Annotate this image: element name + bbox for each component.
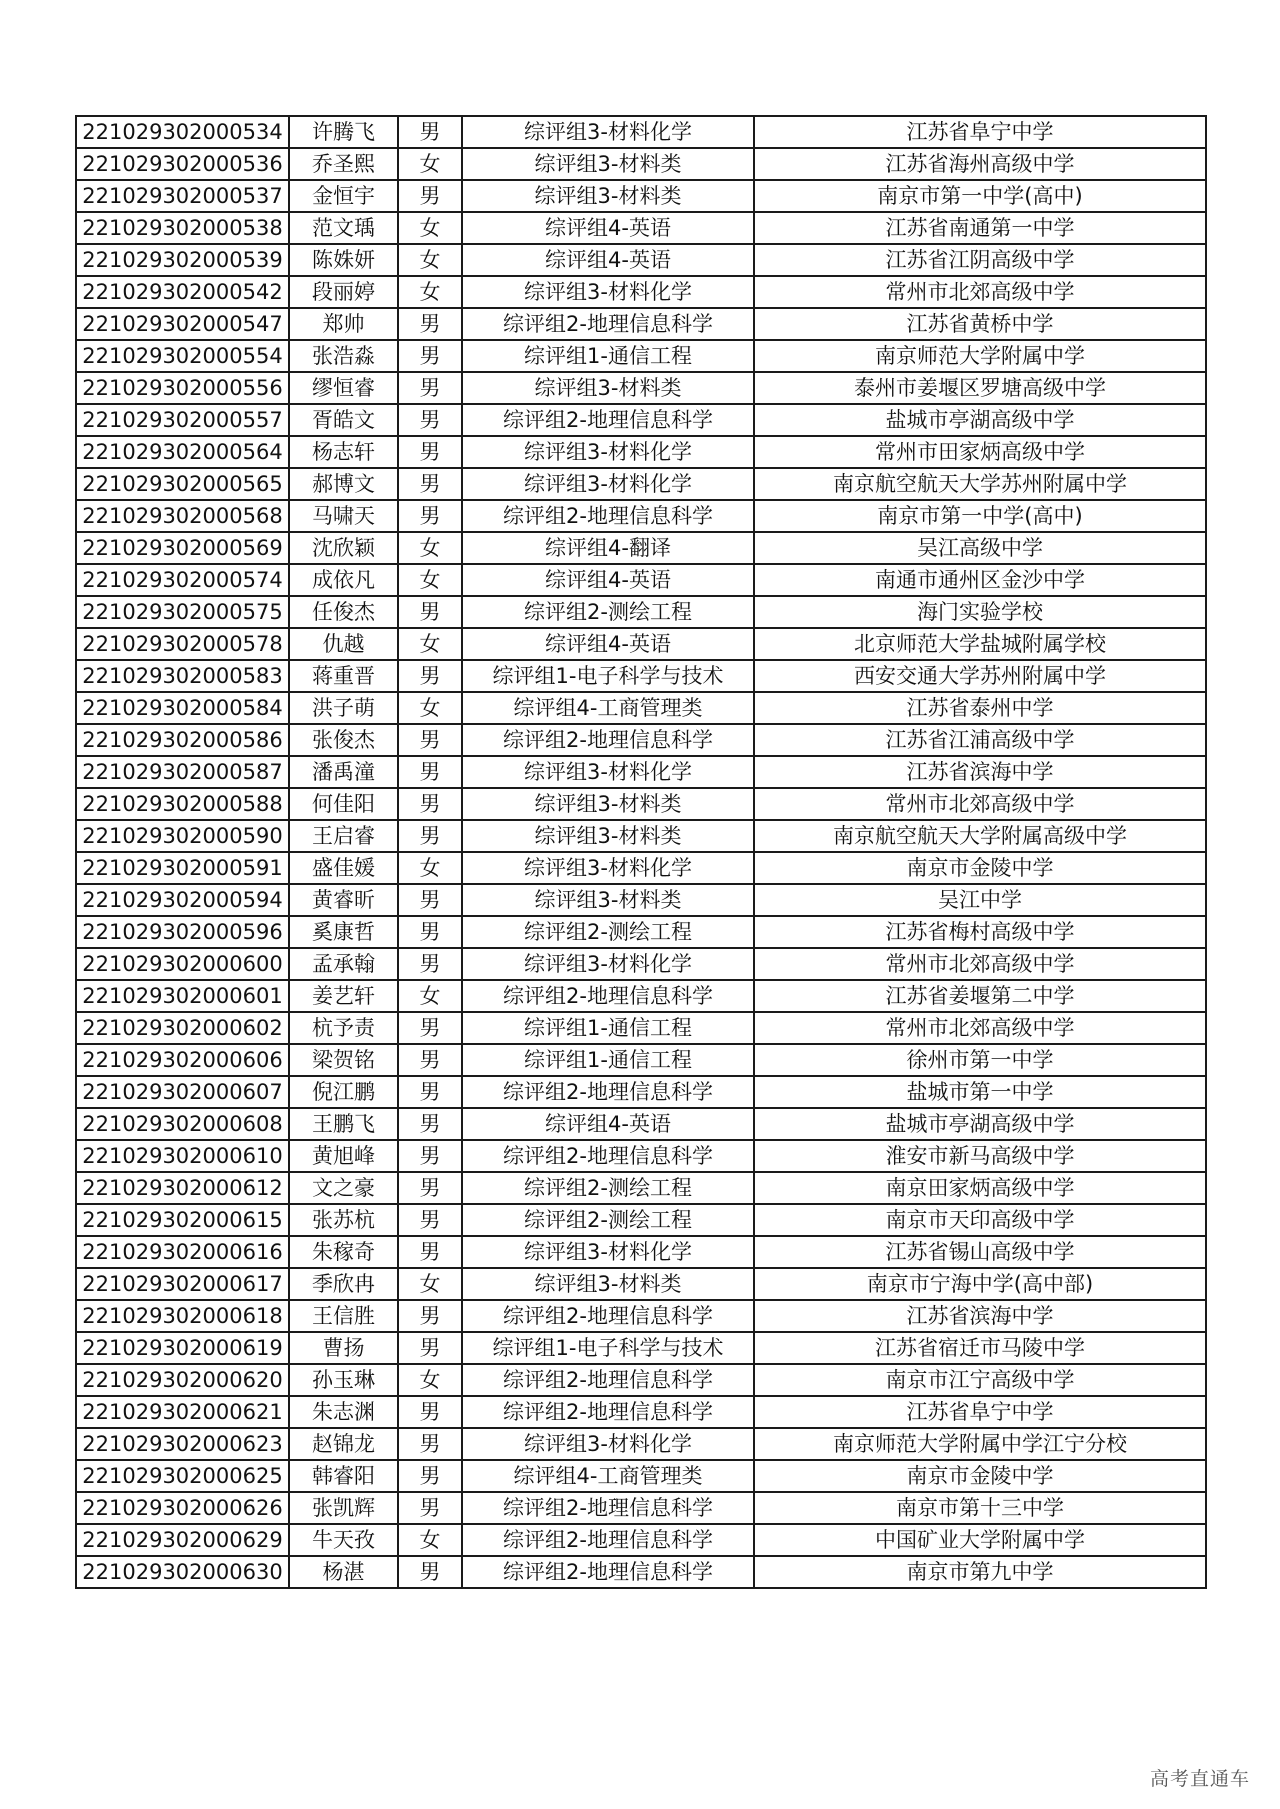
- table-row: [76, 564, 1206, 596]
- gender-cell: 男: [398, 1172, 462, 1204]
- table-row: [76, 1076, 1206, 1108]
- table-row: [76, 756, 1206, 788]
- table-row: [76, 916, 1206, 948]
- major-group-cell: 综评组2-地理信息科学: [462, 404, 754, 436]
- table-row: [76, 660, 1206, 692]
- student-name-cell: 洪子萌: [289, 692, 398, 724]
- candidate-id-cell: 221029302000591: [76, 852, 289, 884]
- gender-cell: 男: [398, 948, 462, 980]
- major-group-cell: 综评组3-材料化学: [462, 116, 754, 148]
- school-cell: 常州市北郊高级中学: [754, 276, 1206, 308]
- student-name-cell: 王鹏飞: [289, 1108, 398, 1140]
- school-cell: 南京航空航天大学附属高级中学: [754, 820, 1206, 852]
- table-row: [76, 884, 1206, 916]
- student-name-cell: 盛佳媛: [289, 852, 398, 884]
- candidate-id-cell: 221029302000625: [76, 1460, 289, 1492]
- student-name-cell: 何佳阳: [289, 788, 398, 820]
- major-group-cell: 综评组3-材料类: [462, 1268, 754, 1300]
- student-name-cell: 梁贺铭: [289, 1044, 398, 1076]
- school-cell: 南京市宁海中学(高中部): [754, 1268, 1206, 1300]
- student-name-cell: 王启睿: [289, 820, 398, 852]
- candidate-id-cell: 221029302000596: [76, 916, 289, 948]
- school-cell: 江苏省滨海中学: [754, 756, 1206, 788]
- school-cell: 江苏省南通第一中学: [754, 212, 1206, 244]
- candidate-id-cell: 221029302000626: [76, 1492, 289, 1524]
- school-cell: 常州市北郊高级中学: [754, 1012, 1206, 1044]
- student-name-cell: 陈姝妍: [289, 244, 398, 276]
- candidate-id-cell: 221029302000616: [76, 1236, 289, 1268]
- candidate-id-cell: 221029302000569: [76, 532, 289, 564]
- student-name-cell: 张俊杰: [289, 724, 398, 756]
- candidate-id-cell: 221029302000556: [76, 372, 289, 404]
- candidate-id-cell: 221029302000630: [76, 1556, 289, 1588]
- school-cell: 盐城市亭湖高级中学: [754, 1108, 1206, 1140]
- table-row: [76, 1460, 1206, 1492]
- major-group-cell: 综评组3-材料化学: [462, 1236, 754, 1268]
- gender-cell: 男: [398, 1556, 462, 1588]
- candidate-id-cell: 221029302000601: [76, 980, 289, 1012]
- student-name-cell: 赵锦龙: [289, 1428, 398, 1460]
- student-name-cell: 张苏杭: [289, 1204, 398, 1236]
- candidate-id-cell: 221029302000619: [76, 1332, 289, 1364]
- student-name-cell: 张凯辉: [289, 1492, 398, 1524]
- table-row: [76, 948, 1206, 980]
- gender-cell: 男: [398, 1140, 462, 1172]
- school-cell: 南京师范大学附属中学江宁分校: [754, 1428, 1206, 1460]
- gender-cell: 男: [398, 1460, 462, 1492]
- candidate-id-cell: 221029302000538: [76, 212, 289, 244]
- candidate-id-cell: 221029302000615: [76, 1204, 289, 1236]
- candidate-id-cell: 221029302000623: [76, 1428, 289, 1460]
- candidate-id-cell: 221029302000542: [76, 276, 289, 308]
- candidate-id-cell: 221029302000610: [76, 1140, 289, 1172]
- candidate-id-cell: 221029302000565: [76, 468, 289, 500]
- gender-cell: 男: [398, 884, 462, 916]
- major-group-cell: 综评组2-地理信息科学: [462, 1076, 754, 1108]
- candidate-id-cell: 221029302000568: [76, 500, 289, 532]
- table-row: [76, 212, 1206, 244]
- gender-cell: 男: [398, 436, 462, 468]
- gender-cell: 男: [398, 1492, 462, 1524]
- gender-cell: 男: [398, 596, 462, 628]
- major-group-cell: 综评组2-测绘工程: [462, 1172, 754, 1204]
- candidate-id-cell: 221029302000575: [76, 596, 289, 628]
- student-name-cell: 蒋重晋: [289, 660, 398, 692]
- major-group-cell: 综评组2-测绘工程: [462, 916, 754, 948]
- student-name-cell: 成依凡: [289, 564, 398, 596]
- student-name-cell: 缪恒睿: [289, 372, 398, 404]
- school-cell: 江苏省宿迁市马陵中学: [754, 1332, 1206, 1364]
- gender-cell: 男: [398, 1108, 462, 1140]
- candidate-id-cell: 221029302000621: [76, 1396, 289, 1428]
- candidate-id-cell: 221029302000588: [76, 788, 289, 820]
- student-name-cell: 曹扬: [289, 1332, 398, 1364]
- gender-cell: 男: [398, 1332, 462, 1364]
- gender-cell: 女: [398, 1364, 462, 1396]
- school-cell: 南京市第十三中学: [754, 1492, 1206, 1524]
- gender-cell: 男: [398, 1428, 462, 1460]
- candidate-id-cell: 221029302000608: [76, 1108, 289, 1140]
- candidate-id-cell: 221029302000547: [76, 308, 289, 340]
- student-name-cell: 郝博文: [289, 468, 398, 500]
- table-row: [76, 1172, 1206, 1204]
- student-name-cell: 姜艺轩: [289, 980, 398, 1012]
- school-cell: 南京市天印高级中学: [754, 1204, 1206, 1236]
- school-cell: 盐城市亭湖高级中学: [754, 404, 1206, 436]
- student-name-cell: 孙玉琳: [289, 1364, 398, 1396]
- candidate-id-cell: 221029302000578: [76, 628, 289, 660]
- gender-cell: 女: [398, 1524, 462, 1556]
- major-group-cell: 综评组3-材料化学: [462, 276, 754, 308]
- student-name-cell: 胥皓文: [289, 404, 398, 436]
- school-cell: 西安交通大学苏州附属中学: [754, 660, 1206, 692]
- school-cell: 盐城市第一中学: [754, 1076, 1206, 1108]
- candidate-id-cell: 221029302000574: [76, 564, 289, 596]
- major-group-cell: 综评组4-工商管理类: [462, 1460, 754, 1492]
- student-name-cell: 朱志渊: [289, 1396, 398, 1428]
- gender-cell: 男: [398, 788, 462, 820]
- table-row: [76, 404, 1206, 436]
- major-group-cell: 综评组2-地理信息科学: [462, 500, 754, 532]
- major-group-cell: 综评组3-材料化学: [462, 948, 754, 980]
- major-group-cell: 综评组1-通信工程: [462, 1012, 754, 1044]
- table-row: [76, 1236, 1206, 1268]
- table-row: [76, 1556, 1206, 1588]
- table-row: [76, 372, 1206, 404]
- major-group-cell: 综评组2-测绘工程: [462, 596, 754, 628]
- school-cell: 江苏省泰州中学: [754, 692, 1206, 724]
- major-group-cell: 综评组3-材料化学: [462, 468, 754, 500]
- roster-body: [76, 116, 1206, 1588]
- table-row: [76, 1108, 1206, 1140]
- table-row: [76, 1268, 1206, 1300]
- school-cell: 南京市第九中学: [754, 1556, 1206, 1588]
- gender-cell: 男: [398, 308, 462, 340]
- gender-cell: 女: [398, 276, 462, 308]
- student-name-cell: 杨湛: [289, 1556, 398, 1588]
- student-name-cell: 沈欣颖: [289, 532, 398, 564]
- table-row: [76, 724, 1206, 756]
- major-group-cell: 综评组2-测绘工程: [462, 1204, 754, 1236]
- candidate-id-cell: 221029302000564: [76, 436, 289, 468]
- major-group-cell: 综评组2-地理信息科学: [462, 308, 754, 340]
- gender-cell: 男: [398, 1396, 462, 1428]
- student-name-cell: 倪江鹏: [289, 1076, 398, 1108]
- candidate-id-cell: 221029302000539: [76, 244, 289, 276]
- gender-cell: 男: [398, 724, 462, 756]
- school-cell: 中国矿业大学附属中学: [754, 1524, 1206, 1556]
- table-row: [76, 820, 1206, 852]
- major-group-cell: 综评组1-通信工程: [462, 1044, 754, 1076]
- major-group-cell: 综评组2-地理信息科学: [462, 1492, 754, 1524]
- major-group-cell: 综评组1-电子科学与技术: [462, 660, 754, 692]
- candidate-id-cell: 221029302000557: [76, 404, 289, 436]
- gender-cell: 男: [398, 1204, 462, 1236]
- school-cell: 南京市第一中学(高中): [754, 500, 1206, 532]
- roster-sheet: [75, 115, 1205, 1589]
- candidate-id-cell: 221029302000620: [76, 1364, 289, 1396]
- candidate-id-cell: 221029302000612: [76, 1172, 289, 1204]
- major-group-cell: 综评组3-材料化学: [462, 756, 754, 788]
- table-row: [76, 1204, 1206, 1236]
- school-cell: 常州市北郊高级中学: [754, 948, 1206, 980]
- school-cell: 南京市金陵中学: [754, 1460, 1206, 1492]
- table-row: [76, 980, 1206, 1012]
- student-name-cell: 奚康哲: [289, 916, 398, 948]
- candidate-id-cell: 221029302000617: [76, 1268, 289, 1300]
- student-name-cell: 杨志轩: [289, 436, 398, 468]
- candidate-id-cell: 221029302000618: [76, 1300, 289, 1332]
- student-name-cell: 朱稼奇: [289, 1236, 398, 1268]
- school-cell: 常州市北郊高级中学: [754, 788, 1206, 820]
- student-name-cell: 任俊杰: [289, 596, 398, 628]
- watermark-text: 高考直通车: [1149, 1768, 1250, 1790]
- gender-cell: 女: [398, 212, 462, 244]
- major-group-cell: 综评组4-英语: [462, 212, 754, 244]
- student-name-cell: 王信胜: [289, 1300, 398, 1332]
- major-group-cell: 综评组4-翻译: [462, 532, 754, 564]
- candidate-id-cell: 221029302000586: [76, 724, 289, 756]
- gender-cell: 男: [398, 1076, 462, 1108]
- gender-cell: 男: [398, 404, 462, 436]
- table-row: [76, 628, 1206, 660]
- table-row: [76, 852, 1206, 884]
- gender-cell: 女: [398, 244, 462, 276]
- table-row: [76, 468, 1206, 500]
- school-cell: 南京市金陵中学: [754, 852, 1206, 884]
- candidate-id-cell: 221029302000554: [76, 340, 289, 372]
- major-group-cell: 综评组1-电子科学与技术: [462, 1332, 754, 1364]
- table-row: [76, 1428, 1206, 1460]
- student-name-cell: 乔圣熙: [289, 148, 398, 180]
- table-row: [76, 340, 1206, 372]
- student-name-cell: 杭予责: [289, 1012, 398, 1044]
- gender-cell: 女: [398, 148, 462, 180]
- major-group-cell: 综评组2-地理信息科学: [462, 724, 754, 756]
- gender-cell: 女: [398, 980, 462, 1012]
- candidate-id-cell: 221029302000587: [76, 756, 289, 788]
- gender-cell: 男: [398, 116, 462, 148]
- school-cell: 南京师范大学附属中学: [754, 340, 1206, 372]
- school-cell: 南京市第一中学(高中): [754, 180, 1206, 212]
- table-row: [76, 1044, 1206, 1076]
- major-group-cell: 综评组1-通信工程: [462, 340, 754, 372]
- student-name-cell: 马啸天: [289, 500, 398, 532]
- school-cell: 江苏省黄桥中学: [754, 308, 1206, 340]
- school-cell: 江苏省锡山高级中学: [754, 1236, 1206, 1268]
- student-name-cell: 黄旭峰: [289, 1140, 398, 1172]
- student-name-cell: 范文瑀: [289, 212, 398, 244]
- table-row: [76, 596, 1206, 628]
- major-group-cell: 综评组2-地理信息科学: [462, 980, 754, 1012]
- table-row: [76, 1396, 1206, 1428]
- major-group-cell: 综评组4-英语: [462, 628, 754, 660]
- candidate-id-cell: 221029302000594: [76, 884, 289, 916]
- table-row: [76, 116, 1206, 148]
- candidate-id-cell: 221029302000590: [76, 820, 289, 852]
- candidate-id-cell: 221029302000536: [76, 148, 289, 180]
- school-cell: 徐州市第一中学: [754, 1044, 1206, 1076]
- gender-cell: 男: [398, 372, 462, 404]
- table-row: [76, 788, 1206, 820]
- major-group-cell: 综评组2-地理信息科学: [462, 1364, 754, 1396]
- gender-cell: 男: [398, 1300, 462, 1332]
- major-group-cell: 综评组3-材料化学: [462, 852, 754, 884]
- candidate-id-cell: 221029302000583: [76, 660, 289, 692]
- table-row: [76, 436, 1206, 468]
- gender-cell: 男: [398, 820, 462, 852]
- table-row: [76, 532, 1206, 564]
- admission-roster-table: [75, 115, 1207, 1589]
- school-cell: 海门实验学校: [754, 596, 1206, 628]
- student-name-cell: 段丽婷: [289, 276, 398, 308]
- school-cell: 江苏省海州高级中学: [754, 148, 1206, 180]
- candidate-id-cell: 221029302000606: [76, 1044, 289, 1076]
- major-group-cell: 综评组3-材料化学: [462, 1428, 754, 1460]
- student-name-cell: 潘禹潼: [289, 756, 398, 788]
- major-group-cell: 综评组4-英语: [462, 244, 754, 276]
- table-row: [76, 244, 1206, 276]
- major-group-cell: 综评组2-地理信息科学: [462, 1300, 754, 1332]
- major-group-cell: 综评组4-英语: [462, 1108, 754, 1140]
- gender-cell: 男: [398, 500, 462, 532]
- table-row: [76, 1492, 1206, 1524]
- candidate-id-cell: 221029302000534: [76, 116, 289, 148]
- candidate-id-cell: 221029302000600: [76, 948, 289, 980]
- gender-cell: 女: [398, 532, 462, 564]
- major-group-cell: 综评组3-材料类: [462, 180, 754, 212]
- student-name-cell: 季欣冉: [289, 1268, 398, 1300]
- school-cell: 江苏省江浦高级中学: [754, 724, 1206, 756]
- major-group-cell: 综评组3-材料类: [462, 884, 754, 916]
- major-group-cell: 综评组2-地理信息科学: [462, 1140, 754, 1172]
- major-group-cell: 综评组4-英语: [462, 564, 754, 596]
- major-group-cell: 综评组2-地理信息科学: [462, 1556, 754, 1588]
- major-group-cell: 综评组4-工商管理类: [462, 692, 754, 724]
- table-row: [76, 180, 1206, 212]
- school-cell: 吴江高级中学: [754, 532, 1206, 564]
- student-name-cell: 金恒宇: [289, 180, 398, 212]
- table-row: [76, 148, 1206, 180]
- school-cell: 南京市江宁高级中学: [754, 1364, 1206, 1396]
- major-group-cell: 综评组2-地理信息科学: [462, 1524, 754, 1556]
- student-name-cell: 韩睿阳: [289, 1460, 398, 1492]
- gender-cell: 男: [398, 916, 462, 948]
- gender-cell: 男: [398, 180, 462, 212]
- table-row: [76, 1524, 1206, 1556]
- student-name-cell: 仇越: [289, 628, 398, 660]
- school-cell: 南京田家炳高级中学: [754, 1172, 1206, 1204]
- candidate-id-cell: 221029302000629: [76, 1524, 289, 1556]
- school-cell: 江苏省滨海中学: [754, 1300, 1206, 1332]
- student-name-cell: 孟承翰: [289, 948, 398, 980]
- gender-cell: 女: [398, 564, 462, 596]
- candidate-id-cell: 221029302000607: [76, 1076, 289, 1108]
- gender-cell: 男: [398, 1236, 462, 1268]
- student-name-cell: 黄睿昕: [289, 884, 398, 916]
- school-cell: 南京航空航天大学苏州附属中学: [754, 468, 1206, 500]
- school-cell: 淮安市新马高级中学: [754, 1140, 1206, 1172]
- school-cell: 江苏省江阴高级中学: [754, 244, 1206, 276]
- candidate-id-cell: 221029302000584: [76, 692, 289, 724]
- table-row: [76, 500, 1206, 532]
- gender-cell: 男: [398, 468, 462, 500]
- major-group-cell: 综评组2-地理信息科学: [462, 1396, 754, 1428]
- gender-cell: 女: [398, 692, 462, 724]
- gender-cell: 女: [398, 852, 462, 884]
- table-row: [76, 1300, 1206, 1332]
- school-cell: 江苏省梅村高级中学: [754, 916, 1206, 948]
- gender-cell: 男: [398, 660, 462, 692]
- table-row: [76, 308, 1206, 340]
- school-cell: 北京师范大学盐城附属学校: [754, 628, 1206, 660]
- table-row: [76, 1364, 1206, 1396]
- gender-cell: 男: [398, 1012, 462, 1044]
- gender-cell: 女: [398, 628, 462, 660]
- student-name-cell: 文之豪: [289, 1172, 398, 1204]
- table-row: [76, 1012, 1206, 1044]
- major-group-cell: 综评组3-材料类: [462, 788, 754, 820]
- major-group-cell: 综评组3-材料化学: [462, 436, 754, 468]
- major-group-cell: 综评组3-材料类: [462, 372, 754, 404]
- student-name-cell: 郑帅: [289, 308, 398, 340]
- school-cell: 南通市通州区金沙中学: [754, 564, 1206, 596]
- table-row: [76, 692, 1206, 724]
- school-cell: 泰州市姜堰区罗塘高级中学: [754, 372, 1206, 404]
- school-cell: 常州市田家炳高级中学: [754, 436, 1206, 468]
- table-row: [76, 1332, 1206, 1364]
- candidate-id-cell: 221029302000602: [76, 1012, 289, 1044]
- school-cell: 江苏省姜堰第二中学: [754, 980, 1206, 1012]
- gender-cell: 男: [398, 340, 462, 372]
- school-cell: 江苏省阜宁中学: [754, 116, 1206, 148]
- candidate-id-cell: 221029302000537: [76, 180, 289, 212]
- table-row: [76, 276, 1206, 308]
- student-name-cell: 许腾飞: [289, 116, 398, 148]
- school-cell: 吴江中学: [754, 884, 1206, 916]
- gender-cell: 男: [398, 1044, 462, 1076]
- student-name-cell: 张浩淼: [289, 340, 398, 372]
- table-row: [76, 1140, 1206, 1172]
- gender-cell: 男: [398, 756, 462, 788]
- school-cell: 江苏省阜宁中学: [754, 1396, 1206, 1428]
- student-name-cell: 牛天孜: [289, 1524, 398, 1556]
- gender-cell: 女: [398, 1268, 462, 1300]
- major-group-cell: 综评组3-材料类: [462, 148, 754, 180]
- major-group-cell: 综评组3-材料类: [462, 820, 754, 852]
